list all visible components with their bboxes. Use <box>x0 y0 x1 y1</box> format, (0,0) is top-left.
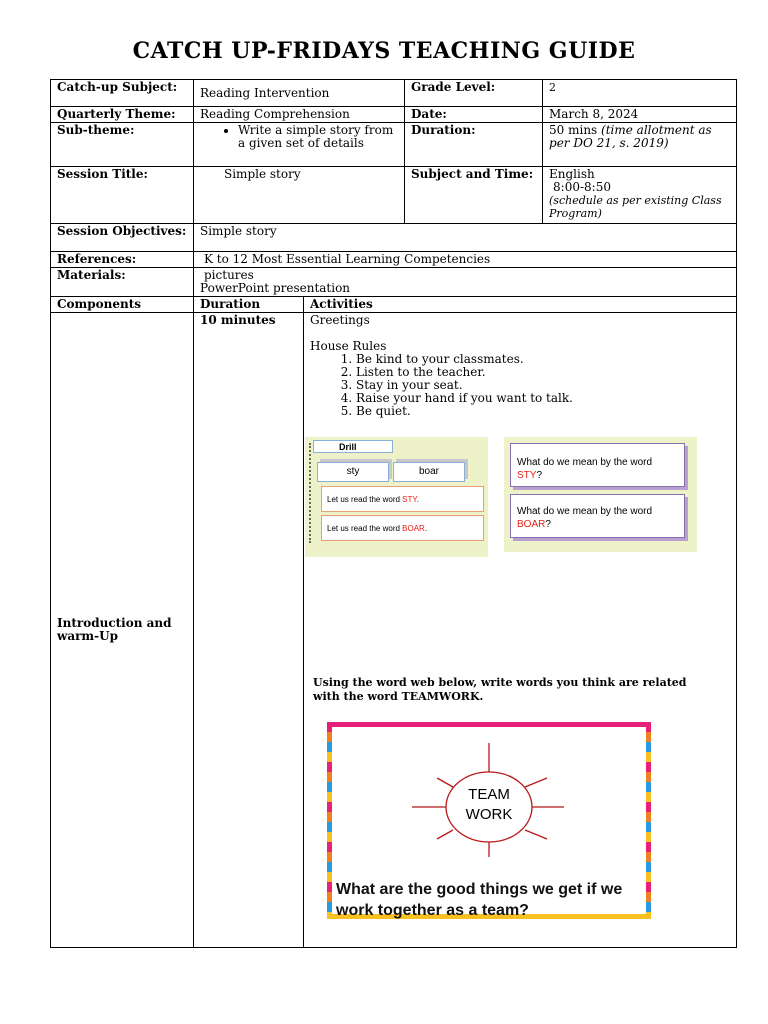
drill-line-period: . <box>416 495 419 504</box>
question-word: BOAR <box>517 519 546 530</box>
house-rule-item: 4. Raise your hand if you want to talk. <box>356 392 730 405</box>
web-spoke <box>525 830 547 839</box>
teamwork-slide <box>327 722 651 919</box>
drill-line-period: . <box>424 524 428 533</box>
session-title-label: Session Title: <box>51 167 194 224</box>
question-slide <box>504 437 697 552</box>
objectives-label: Session Objectives: <box>51 224 194 252</box>
drill-slide <box>305 437 488 557</box>
web-spoke <box>437 778 453 787</box>
word-web-instruction: Using the word web below, write words you think are related with the word TEAMWORK. <box>313 676 687 703</box>
drill-word-boar: boar <box>418 466 439 477</box>
duration-label: Duration: <box>405 123 543 167</box>
theme-value: Reading Comprehension <box>194 107 405 123</box>
web-spoke <box>525 778 547 787</box>
web-center-line1: TEAM <box>468 786 510 803</box>
references-value: K to 12 Most Essential Learning Competencies <box>194 252 737 268</box>
duration-note: (time allotment as per DO 21, s. 2019) <box>549 123 712 150</box>
house-rule-item: 1. Be kind to your classmates. <box>356 353 730 366</box>
drill-heading: Drill <box>339 442 357 452</box>
activities-header: Activities <box>304 297 737 313</box>
drill-word-box <box>317 462 389 482</box>
question-mark: ? <box>536 470 543 481</box>
drill-word-box <box>393 462 465 482</box>
house-rule-item: 3. Stay in your seat. <box>356 379 730 392</box>
teamwork-question: What are the good things we get if we work together as a team? <box>336 881 623 919</box>
greetings-text: Greetings <box>310 313 370 327</box>
drill-line-word: STY <box>402 495 417 504</box>
materials-item: PowerPoint presentation <box>200 281 351 295</box>
theme-label: Quarterly Theme: <box>51 107 194 123</box>
duration-value: 50 mins <box>549 123 598 137</box>
materials-label: Materials: <box>51 268 194 297</box>
subject-time-note: (schedule as per existing Class Program) <box>549 194 722 220</box>
question-text: What do we mean by the word <box>517 457 653 468</box>
subtheme-cell <box>194 123 405 167</box>
drill-line-word: BOAR <box>402 524 425 533</box>
grade-value: 2 <box>543 80 737 107</box>
question-text: What do we mean by the word <box>517 506 653 517</box>
spiral-binding <box>309 443 319 543</box>
subject-time-label: Subject and Time: <box>405 167 543 224</box>
house-rules-title: House Rules <box>310 339 387 353</box>
subtheme-value: • Write a simple story from a given set of details <box>238 124 398 150</box>
drill-line-text: Let us read the word <box>327 524 403 533</box>
house-rule-item: 5. Be quiet. <box>356 405 730 418</box>
question-mark: ? <box>545 519 551 530</box>
drill-word-sty: sty <box>346 466 360 477</box>
materials-cell <box>194 268 737 297</box>
section-duration: 10 minutes <box>194 313 304 948</box>
subject-time-time: 8:00-8:50 <box>553 180 611 194</box>
duration-header: Duration <box>194 297 304 313</box>
subject-time-subject: English <box>549 167 595 181</box>
components-header: Components <box>51 297 194 313</box>
date-value: March 8, 2024 <box>543 107 737 123</box>
page-title: CATCH UP-FRIDAYS TEACHING GUIDE <box>132 38 636 64</box>
materials-item: pictures <box>204 268 254 282</box>
web-spoke <box>437 830 453 839</box>
house-rule-item: 2. Listen to the teacher. <box>356 366 730 379</box>
question-word: STY <box>517 470 537 481</box>
subject-label: Catch-up Subject: <box>51 80 194 107</box>
section-label: Introduction and warm-Up <box>51 313 194 948</box>
objectives-value: Simple story <box>194 224 737 252</box>
web-center-line2: WORK <box>465 806 513 823</box>
house-rules-list <box>310 353 730 418</box>
question-card <box>510 443 685 487</box>
question-card <box>510 494 685 538</box>
subject-time-cell <box>543 167 737 224</box>
references-label: References: <box>51 252 194 268</box>
drill-line-box <box>321 486 484 512</box>
subtheme-label: Sub-theme: <box>51 123 194 167</box>
drill-line-text: Let us read the word <box>327 495 403 504</box>
duration-cell <box>543 123 737 167</box>
date-label: Date: <box>405 107 543 123</box>
grade-label: Grade Level: <box>405 80 543 107</box>
session-title-value: Simple story <box>194 167 405 224</box>
drill-line-box <box>321 515 484 541</box>
subject-value: Reading Intervention <box>194 80 405 107</box>
drill-heading-box <box>313 440 393 453</box>
word-web-diagram <box>332 727 646 857</box>
